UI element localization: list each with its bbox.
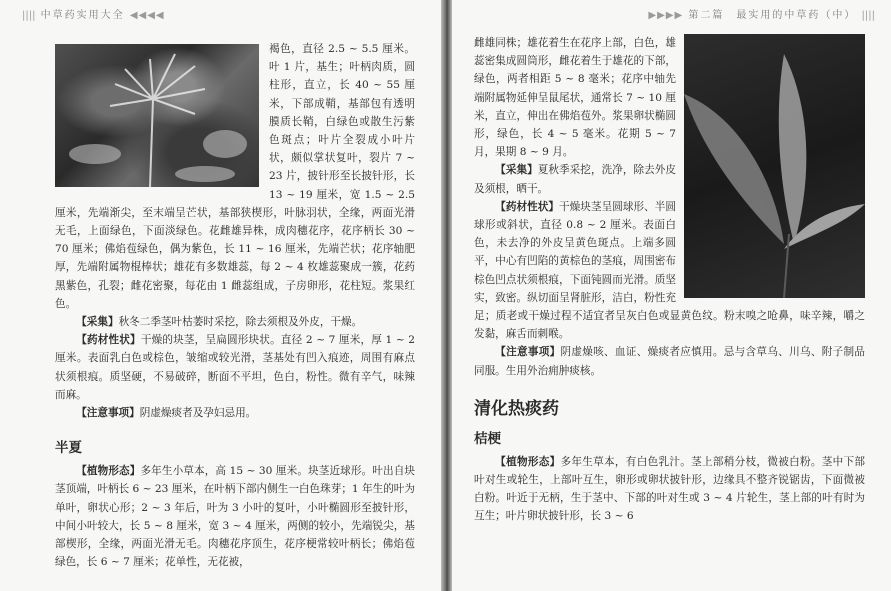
right-caiji-tag: 【采集】 [495, 164, 538, 177]
left-running-header: |||| 中草药实用大全 ◀◀◀◀ [22, 10, 165, 21]
right-zhuyi-text: 阴虚燥咳、血证、燥痰者应慎用。忌与含草乌、川乌、附子制品同服。生用外治痈肿痰核。 [474, 346, 865, 377]
right-content [474, 34, 865, 526]
right-zhuyi-tag: 【注意事项】 [495, 346, 561, 359]
right-header-title: 第二篇 最实用的中草药（中） [688, 10, 857, 21]
right-zhiwu-text: 多年生草本，有白色乳汁。茎上部稍分枝，微被白粉。茎中下部叶对生或轮生，上部叶互生，卵形或卵状披针形，边缘具不整齐锐锯齿，下面微被白粉。叶近于无柄，生于茎中、下部的叶对生或 3 ~ 4 片轮生，茎上部的叶有时为互生；叶片卵状披针形，长 3 ~ 6 [474, 455, 865, 523]
caiji-tag: 【采集】 [76, 316, 119, 329]
caiji-text: 秋冬二季茎叶枯萎时采挖，除去须根及外皮，干燥。 [118, 316, 363, 329]
section-title-jiegeng: 桔梗 [474, 430, 501, 447]
xingzhuang-paragraph [55, 331, 415, 404]
left-page [0, 0, 441, 591]
plant-photo [55, 44, 259, 187]
book-gutter [441, 0, 452, 591]
left-header-title: 中草药实用大全 [40, 10, 125, 21]
right-running-header: ▶▶▶▶ 第二篇 最实用的中草药（中） |||| [648, 10, 875, 21]
xingzhuang-tag: 【药材性状】 [76, 334, 141, 347]
right-zhuyi-paragraph [474, 343, 865, 379]
intro-paragraph: 褐色，直径 2.5 ~ 5.5 厘米。叶 1 片，基生；叶柄肉质，圆柱形，直立，长 40 ~ 55 厘米，下部成鞘，基部包有透明膜质长鞘，白绿色或散生污紫色斑点；叶片全裂成小叶片状，颇似掌状复叶，裂片 7 ~ 23 片，披针形至长披针形，长 13 ~ 19 厘米，宽 1.5 ~ 2.5 厘米，先端渐尖，至末端呈芒状，基部狭楔形，叶脉羽状，全缘，两面光滑无毛，上面绿色，下面淡绿色。花雌雄异株，成肉穗花序，花序柄长 30 ~ 70 厘米；佛焰苞绿色，偶为紫色，长 11 ~ 16 厘米，先端芒状；花序轴肥厚，先端附属物棍棒状；雄花有多数雄蕊，每 2 ~ 4 枚雄蕊聚成一簇，花药黑紫色，孔裂；雌花密聚，每花由 1 雌蕊组成，子房卵形，花柱短。浆果红色。 [55, 43, 415, 310]
right-zhiwu-tag: 【植物形态】 [495, 455, 561, 468]
right-caiji-text: 夏秋季采挖，洗净，除去外皮及须根，晒干。 [474, 164, 677, 195]
chapter-title-qinghua: 清化热痰药 [474, 398, 559, 419]
zhiwu-tag: 【植物形态】 [76, 465, 141, 478]
zhuyi-tag: 【注意事项】 [76, 407, 140, 420]
left-content [55, 40, 415, 571]
right-xingzhuang-tag: 【药材性状】 [495, 200, 560, 213]
zhiwu-text: 多年生小草本，高 15 ~ 30 厘米。块茎近球形。叶出自块茎顶端，叶柄长 6 ~ 23 厘米，在叶柄下部内侧生一白色珠芽；1 年生的叶为单叶，卵状心形；2 ~ 3 年后，叶为 3 小叶的复叶，小叶椭圆形至披针形，中间小叶较大，长 5 ~ 8 厘米，宽 3 ~ 4 厘米，两侧的较小，先端锐尖，基部楔形，全缘，两面光滑无毛。肉穗花序顶生，花序梗常较叶柄长；佛焰苞绿色，长 6 ~ 7 厘米；花单性，无花被， [55, 465, 416, 569]
caiji-paragraph [55, 313, 415, 331]
right-zhiwu-paragraph [474, 453, 865, 526]
section-title-banxia: 半夏 [55, 440, 82, 457]
right-intro-paragraph: 雌雄同株；雄花着生在花序上部，白色，雄蕊密集成圆筒形，雌花着生于雄花的下部，绿色，两者相距 5 ~ 8 毫米；花序中轴先端附属物延伸呈鼠尾状，通常长 7 ~ 10 厘米，直立，伸出在佛焰苞外。浆果卵状椭圆形，绿色，长 4 ~ 5 毫米。花期 5 ~ 7 月，果期 8 ~ 9 月。 [474, 37, 676, 159]
right-page [452, 0, 891, 591]
right-xingzhuang-text: 干燥块茎呈圆球形、半圆球形或斜状，直径 0.8 ~ 2 厘米。表面白色，未去净的外皮呈黄色斑点。上端多圆平，中心有凹陷的黄棕色的茎痕，周围密布棕色凹点状须根痕，下面钝圆而光滑。质坚实，致密。纵切面呈肾脏形，洁白，粉性充足；质老或干燥过程不适宜者呈灰白色或显黄色纹。粉末嗅之呛鼻，味辛辣，嚼之发黏，麻舌而刺喉。 [474, 200, 865, 341]
zhiwu-paragraph [55, 462, 415, 571]
leaf-photo [684, 34, 865, 298]
xingzhuang-text: 干燥的块茎，呈扁圆形块状。直径 2 ~ 7 厘米，厚 1 ~ 2 厘米。表面乳白色或棕色，皱缩或较光滑，茎基处有凹入痕迹，周围有麻点状须根痕。质坚硬，不易破碎，断面不平坦，色白，粉性。微有辛气，味辣而麻。 [55, 334, 416, 401]
zhuyi-paragraph [55, 404, 415, 422]
zhuyi-text: 阴虚燥痰者及孕妇忌用。 [139, 407, 257, 420]
